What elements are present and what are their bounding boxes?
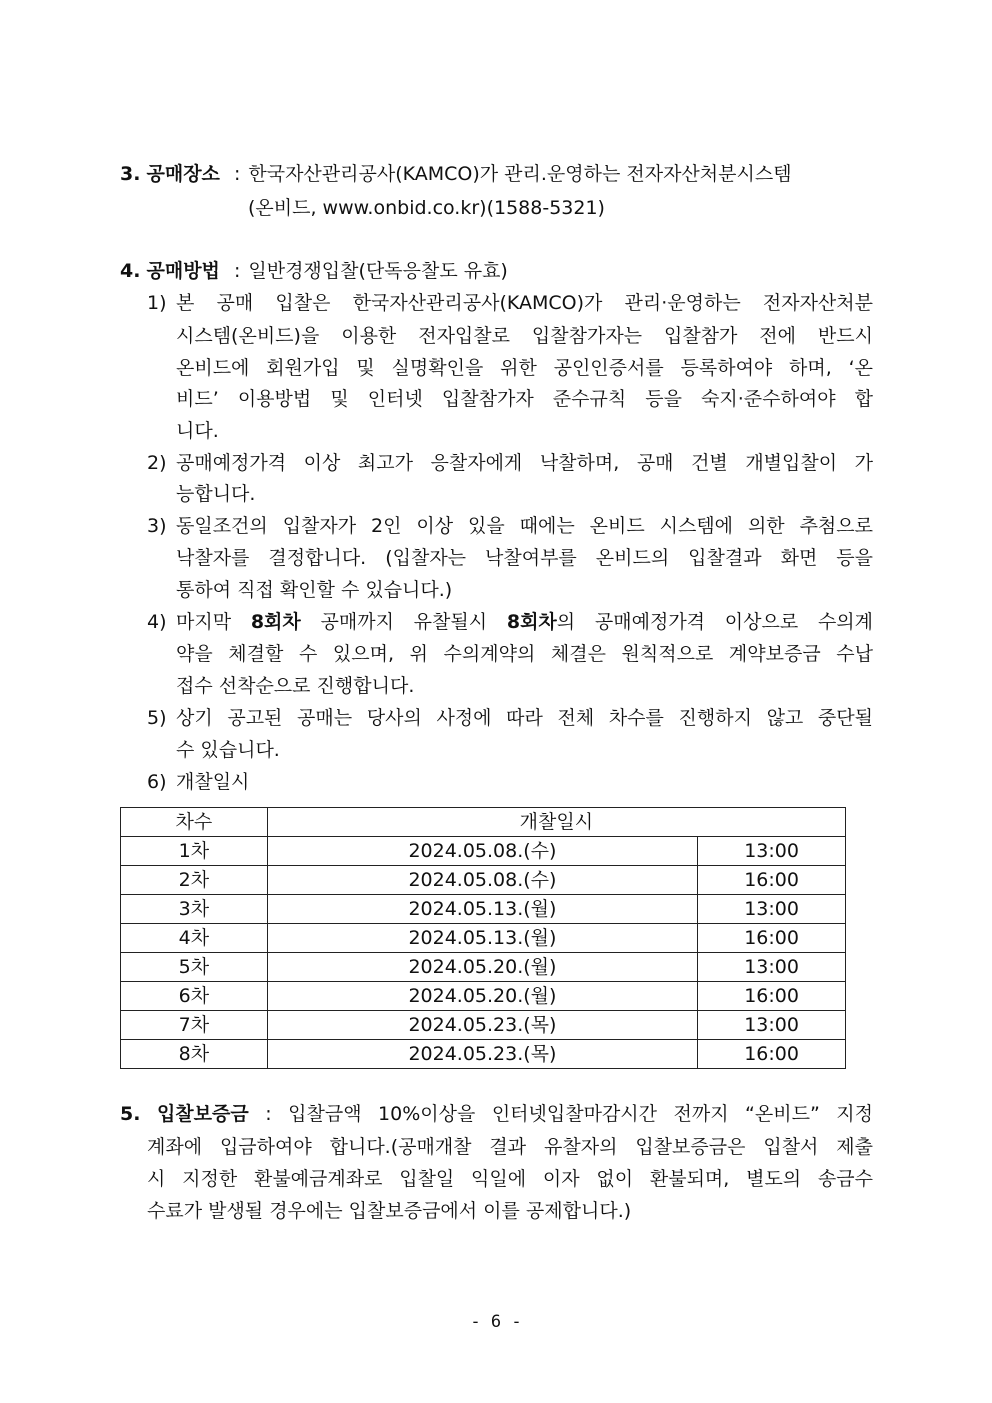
date-cell: 2024.05.20.(월): [267, 953, 697, 982]
section-5-line3: 시 지정한 환불예금계좌로 입찰일 익일에 이자 없이 환불되며, 별도의 송금수: [147, 1168, 873, 1190]
time-cell: 16:00: [698, 982, 846, 1011]
item-4-text-c: 공매까지 유찰될시: [300, 611, 507, 633]
bid-schedule-table: [120, 807, 846, 1069]
item-3-line3: 통하여 직접 확인할 수 있습니다.): [176, 579, 453, 601]
date-cell: 2024.05.23.(목): [267, 1011, 697, 1040]
item-3-line2: 낙찰자를 결정합니다. (입찰자는 낙찰여부를 온비드의 입찰결과 화면 등을: [176, 547, 873, 569]
header-datetime: 개찰일시: [267, 808, 845, 837]
item-4-marker: 4): [147, 611, 167, 633]
round-cell: 2차: [121, 866, 268, 895]
date-cell: 2024.05.13.(월): [267, 895, 697, 924]
section-5-title: 입찰보증금: [156, 1103, 249, 1125]
item-4-line2: 약을 체결할 수 있으며, 위 수의계약의 체결은 원칙적으로 계약보증금 수납: [176, 643, 873, 665]
time-cell: 13:00: [698, 837, 846, 866]
round-cell: 7차: [121, 1011, 268, 1040]
section-3-line1: 한국자산관리공사(KAMCO)가 관리.운영하는 전자자산처분시스템: [248, 163, 792, 185]
section-4-number: 4.: [120, 260, 141, 282]
round-cell: 3차: [121, 895, 268, 924]
round-cell: 1차: [121, 837, 268, 866]
item-5-marker: 5): [147, 707, 167, 729]
round-cell: 5차: [121, 953, 268, 982]
date-cell: 2024.05.08.(수): [267, 837, 697, 866]
item-4-bold-a: 8회차: [250, 611, 301, 633]
time-cell: 16:00: [698, 866, 846, 895]
time-cell: 13:00: [698, 1011, 846, 1040]
time-cell: 16:00: [698, 924, 846, 953]
item-2-line2: 능합니다.: [176, 483, 256, 505]
table-row: [121, 895, 846, 924]
section-5-line1: 입찰금액 10%이상을 인터넷입찰마감시간 전까지 “온비드” 지정: [288, 1103, 873, 1125]
item-4-text-e: 의 공매예정가격 이상으로 수의계: [556, 611, 874, 633]
table-row: [121, 1040, 846, 1069]
time-cell: 13:00: [698, 895, 846, 924]
section-3-number: 3.: [120, 163, 141, 185]
section-3-separator: :: [233, 163, 241, 185]
section-4-heading: [120, 258, 508, 284]
item-4-line3: 접수 선착순으로 진행합니다.: [176, 675, 415, 697]
section-5-line4: 수료가 발생될 경우에는 입찰보증금에서 이를 공제합니다.): [147, 1200, 632, 1222]
time-cell: 13:00: [698, 953, 846, 982]
section-3-line2: (온비드, www.onbid.co.kr)(1588-5321): [248, 197, 605, 219]
table-header-row: [121, 808, 846, 837]
item-1-line1: 본 공매 입찰은 한국자산관리공사(KAMCO)가 관리·운영하는 전자자산처분: [176, 292, 873, 314]
header-round: 차수: [121, 808, 268, 837]
item-4-line1: [176, 609, 873, 635]
item-6-line1: 개찰일시: [176, 771, 250, 793]
section-3-title: 공매장소: [146, 163, 220, 185]
section-3-heading: [120, 161, 792, 187]
item-2-marker: 2): [147, 452, 167, 474]
section-4-separator: :: [233, 260, 241, 282]
table-row: [121, 953, 846, 982]
item-1-line4: 비드’ 이용방법 및 인터넷 입찰참가자 준수규칙 등을 숙지·준수하여야 합: [176, 388, 873, 410]
table-row: [121, 924, 846, 953]
time-cell: 16:00: [698, 1040, 846, 1069]
table-row: [121, 837, 846, 866]
round-cell: 4차: [121, 924, 268, 953]
section-5-separator: :: [265, 1103, 272, 1125]
item-4-text-a: 마지막: [176, 611, 251, 633]
section-4-text: 일반경쟁입찰(단독응찰도 유효): [248, 260, 508, 282]
section-5-number: 5.: [120, 1103, 141, 1125]
item-1-line2: 시스템(온비드)을 이용한 전자입찰로 입찰참가자는 입찰참가 전에 반드시: [176, 325, 873, 347]
item-1-line3: 온비드에 회원가입 및 실명확인을 위한 공인인증서를 등록하여야 하며, ‘온: [176, 357, 873, 379]
date-cell: 2024.05.13.(월): [267, 924, 697, 953]
item-3-line1: 동일조건의 입찰자가 2인 이상 있을 때에는 온비드 시스템에 의한 추첨으로: [176, 515, 873, 537]
date-cell: 2024.05.23.(목): [267, 1040, 697, 1069]
date-cell: 2024.05.08.(수): [267, 866, 697, 895]
item-3-marker: 3): [147, 515, 167, 537]
page-number: - 6 -: [470, 1312, 522, 1332]
item-5-line1: 상기 공고된 공매는 당사의 사정에 따라 전체 차수를 진행하지 않고 중단될: [176, 707, 873, 729]
section-5-heading: [120, 1101, 873, 1127]
round-cell: 6차: [121, 982, 268, 1011]
section-5-line2: 계좌에 입금하여야 합니다.(공매개찰 결과 유찰자의 입찰보증금은 입찰서 제출: [147, 1136, 873, 1158]
item-5-line2: 수 있습니다.: [176, 739, 280, 761]
table-row: [121, 982, 846, 1011]
item-1-line5: 니다.: [176, 420, 219, 442]
item-1-marker: 1): [147, 292, 167, 314]
table-row: [121, 866, 846, 895]
round-cell: 8차: [121, 1040, 268, 1069]
table-row: [121, 1011, 846, 1040]
item-4-bold-d: 8회차: [506, 611, 557, 633]
section-4-title: 공매방법: [146, 260, 220, 282]
item-6-marker: 6): [147, 771, 167, 793]
date-cell: 2024.05.20.(월): [267, 982, 697, 1011]
item-2-line1: 공매예정가격 이상 최고가 응찰자에게 낙찰하며, 공매 건별 개별입찰이 가: [176, 452, 873, 474]
